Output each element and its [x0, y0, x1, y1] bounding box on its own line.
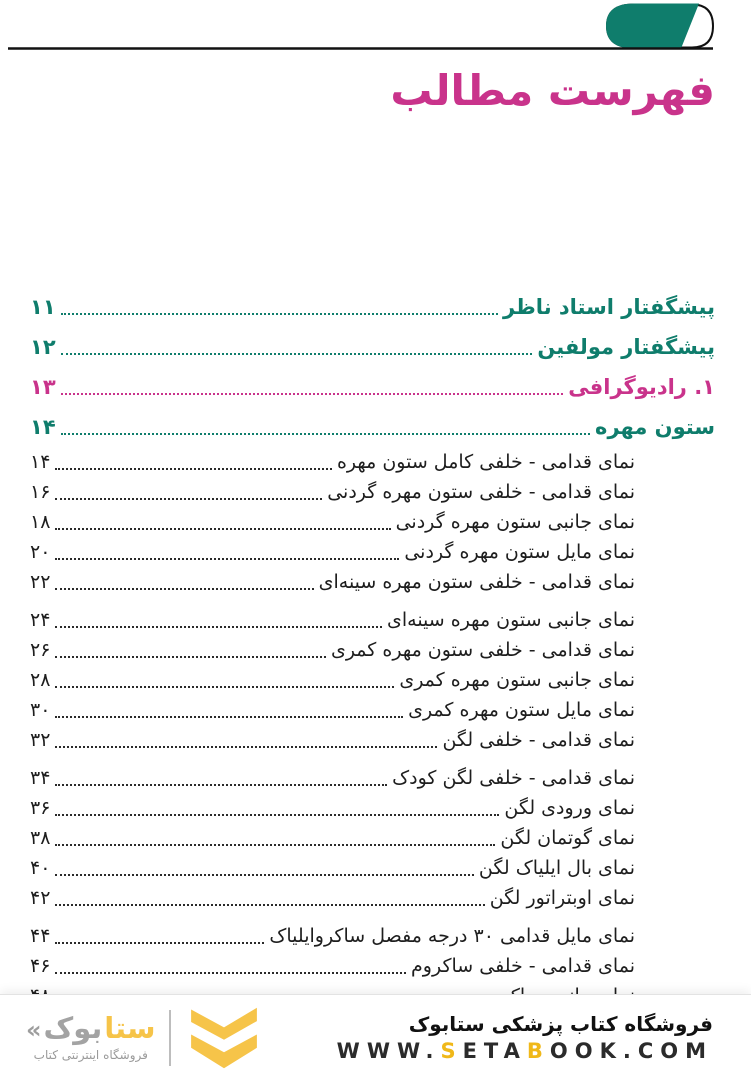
- logo-wordmark: [26, 1010, 156, 1045]
- toc-entry-page: ۱۶: [30, 481, 51, 503]
- toc-entry-page: ۲۰: [30, 541, 51, 563]
- toc-row: [30, 725, 715, 755]
- toc-entry-label: نمای بال ایلیاک لگن: [478, 857, 635, 879]
- toc-row: [30, 883, 715, 913]
- toc-row: [30, 477, 715, 507]
- toc-entry-label: نمای مایل قدامی ۳۰ درجه مفصل ساکروایلیاک: [269, 925, 635, 947]
- toc-row: [30, 327, 715, 367]
- toc-row: [30, 507, 715, 537]
- toc-entry-page: ۴۴: [30, 925, 51, 947]
- toc-row: [30, 951, 715, 981]
- toc-row: [30, 407, 715, 447]
- url-segment: WWW.: [336, 1039, 441, 1063]
- store-name: فروشگاه کتاب پزشکی ستابوک: [408, 1012, 713, 1036]
- toc-row: [30, 367, 715, 407]
- dotted-leader: [55, 844, 495, 846]
- dotted-leader: [61, 353, 533, 355]
- teal-tab-pill-icon: [0, 0, 751, 60]
- toc-entry-label: نمای قدامی - خلفی لگن کودک: [392, 767, 635, 789]
- toc-row: [30, 763, 715, 793]
- dotted-leader: [55, 498, 322, 500]
- website-url: [337, 1039, 713, 1063]
- logo-text-block: [26, 1010, 156, 1062]
- toc-row: [30, 921, 715, 951]
- dotted-leader: [55, 814, 499, 816]
- toc-row: [30, 793, 715, 823]
- toc-entry-label: نمای قدامی - خلفی لگن: [442, 729, 635, 751]
- toc-row: [30, 567, 715, 597]
- toc-entry-page: ۱۲: [30, 335, 56, 359]
- dotted-leader: [55, 468, 332, 470]
- page-title: فهرست مطالب: [390, 66, 715, 115]
- toc-entry-page: ۲۸: [30, 669, 51, 691]
- toc-row: [30, 287, 715, 327]
- logo-name-yellow: ستا: [104, 1010, 156, 1045]
- dotted-leader: [55, 686, 394, 688]
- toc-row: [30, 853, 715, 883]
- toc-entry-page: ۱۴: [30, 415, 56, 439]
- toc-entry-label: نمای مایل ستون مهره کمری: [408, 699, 635, 721]
- toc-entry-label: نمای جانبی ستون مهره کمری: [399, 669, 635, 691]
- dotted-leader: [55, 528, 390, 530]
- toc-entry-page: ۴۰: [30, 857, 51, 879]
- toc-entry-page: ۳۰: [30, 699, 51, 721]
- dotted-leader: [61, 393, 564, 395]
- dotted-leader: [55, 626, 382, 628]
- toc-row: [30, 823, 715, 853]
- toc-entry-page: ۱۸: [30, 511, 51, 533]
- dotted-leader: [55, 588, 313, 590]
- toc-row: [30, 635, 715, 665]
- toc-entry-page: ۲۲: [30, 571, 51, 593]
- dotted-leader: [55, 874, 474, 876]
- toc-entry-label: نمای قدامی - خلفی ستون مهره سینه‌ای: [318, 571, 635, 593]
- logo-divider: [169, 1010, 171, 1066]
- table-of-contents: [30, 287, 715, 1011]
- toc-entry-label: ستون مهره: [595, 415, 715, 439]
- setabook-logo: [26, 1003, 264, 1073]
- toc-entry-label: نمای قدامی - خلفی ستون مهره کمری: [330, 639, 635, 661]
- toc-entry-label: نمای قدامی - خلفی کامل ستون مهره: [336, 451, 635, 473]
- toc-entry-page: ۲۶: [30, 639, 51, 661]
- dotted-leader: [55, 716, 403, 718]
- toc-entry-label: پیشگفتار مولفین: [537, 335, 715, 359]
- dotted-leader: [61, 313, 498, 315]
- toc-row: [30, 665, 715, 695]
- footer-store-info: [337, 1012, 713, 1063]
- toc-entry-page: ۱۱: [30, 295, 56, 319]
- dotted-leader: [55, 784, 387, 786]
- toc-entry-page: ۴۶: [30, 955, 51, 977]
- toc-entry-label: نمای ورودی لگن: [504, 797, 635, 819]
- toc-entry-page: ۳۸: [30, 827, 51, 849]
- toc-entry-label: نمای قدامی - خلفی ساکروم: [411, 955, 635, 977]
- toc-entry-page: ۱۴: [30, 451, 51, 473]
- url-segment: OOK.COM: [549, 1039, 713, 1063]
- dotted-leader: [55, 746, 437, 748]
- toc-entry-page: ۱۳: [30, 375, 56, 399]
- double-chevron-badge-icon: [184, 1003, 264, 1073]
- dotted-leader: [55, 904, 484, 906]
- url-segment: ETA: [462, 1039, 527, 1063]
- toc-entry-label: نمای جانبی ستون مهره سینه‌ای: [386, 609, 635, 631]
- toc-entry-page: ۴۲: [30, 887, 51, 909]
- logo-tagline: فروشگاه اینترنتی کتاب: [33, 1047, 148, 1062]
- url-segment: B: [526, 1039, 550, 1063]
- toc-row: [30, 447, 715, 477]
- toc-row: [30, 605, 715, 635]
- toc-entry-label: نمای مایل ستون مهره گردنی: [404, 541, 635, 563]
- toc-entry-page: ۳۲: [30, 729, 51, 751]
- dotted-leader: [55, 558, 399, 560]
- toc-entry-label: نمای گوتمان لگن: [500, 827, 635, 849]
- guillemet-mark-icon: «: [26, 1015, 42, 1044]
- toc-entry-label: نمای قدامی - خلفی ستون مهره گردنی: [327, 481, 635, 503]
- dotted-leader: [55, 972, 406, 974]
- toc-entry-label: نمای اوبتراتور لگن: [489, 887, 635, 909]
- toc-entry-page: ۳۶: [30, 797, 51, 819]
- dotted-leader: [55, 656, 326, 658]
- footer-bar: [0, 994, 751, 1080]
- dotted-leader: [61, 433, 590, 435]
- url-segment: S: [440, 1039, 463, 1063]
- toc-entry-label: نمای جانبی ستون مهره گردنی: [395, 511, 635, 533]
- dotted-leader: [55, 942, 264, 944]
- toc-entry-label: ۱. رادیوگرافی: [568, 375, 715, 399]
- toc-rows: [30, 287, 715, 1011]
- toc-entry-page: ۲۴: [30, 609, 51, 631]
- logo-name-gray: بوک: [43, 1010, 103, 1045]
- toc-row: [30, 537, 715, 567]
- toc-entry-label: پیشگفتار استاد ناظر: [502, 295, 715, 319]
- toc-row: [30, 695, 715, 725]
- toc-entry-page: ۳۴: [30, 767, 51, 789]
